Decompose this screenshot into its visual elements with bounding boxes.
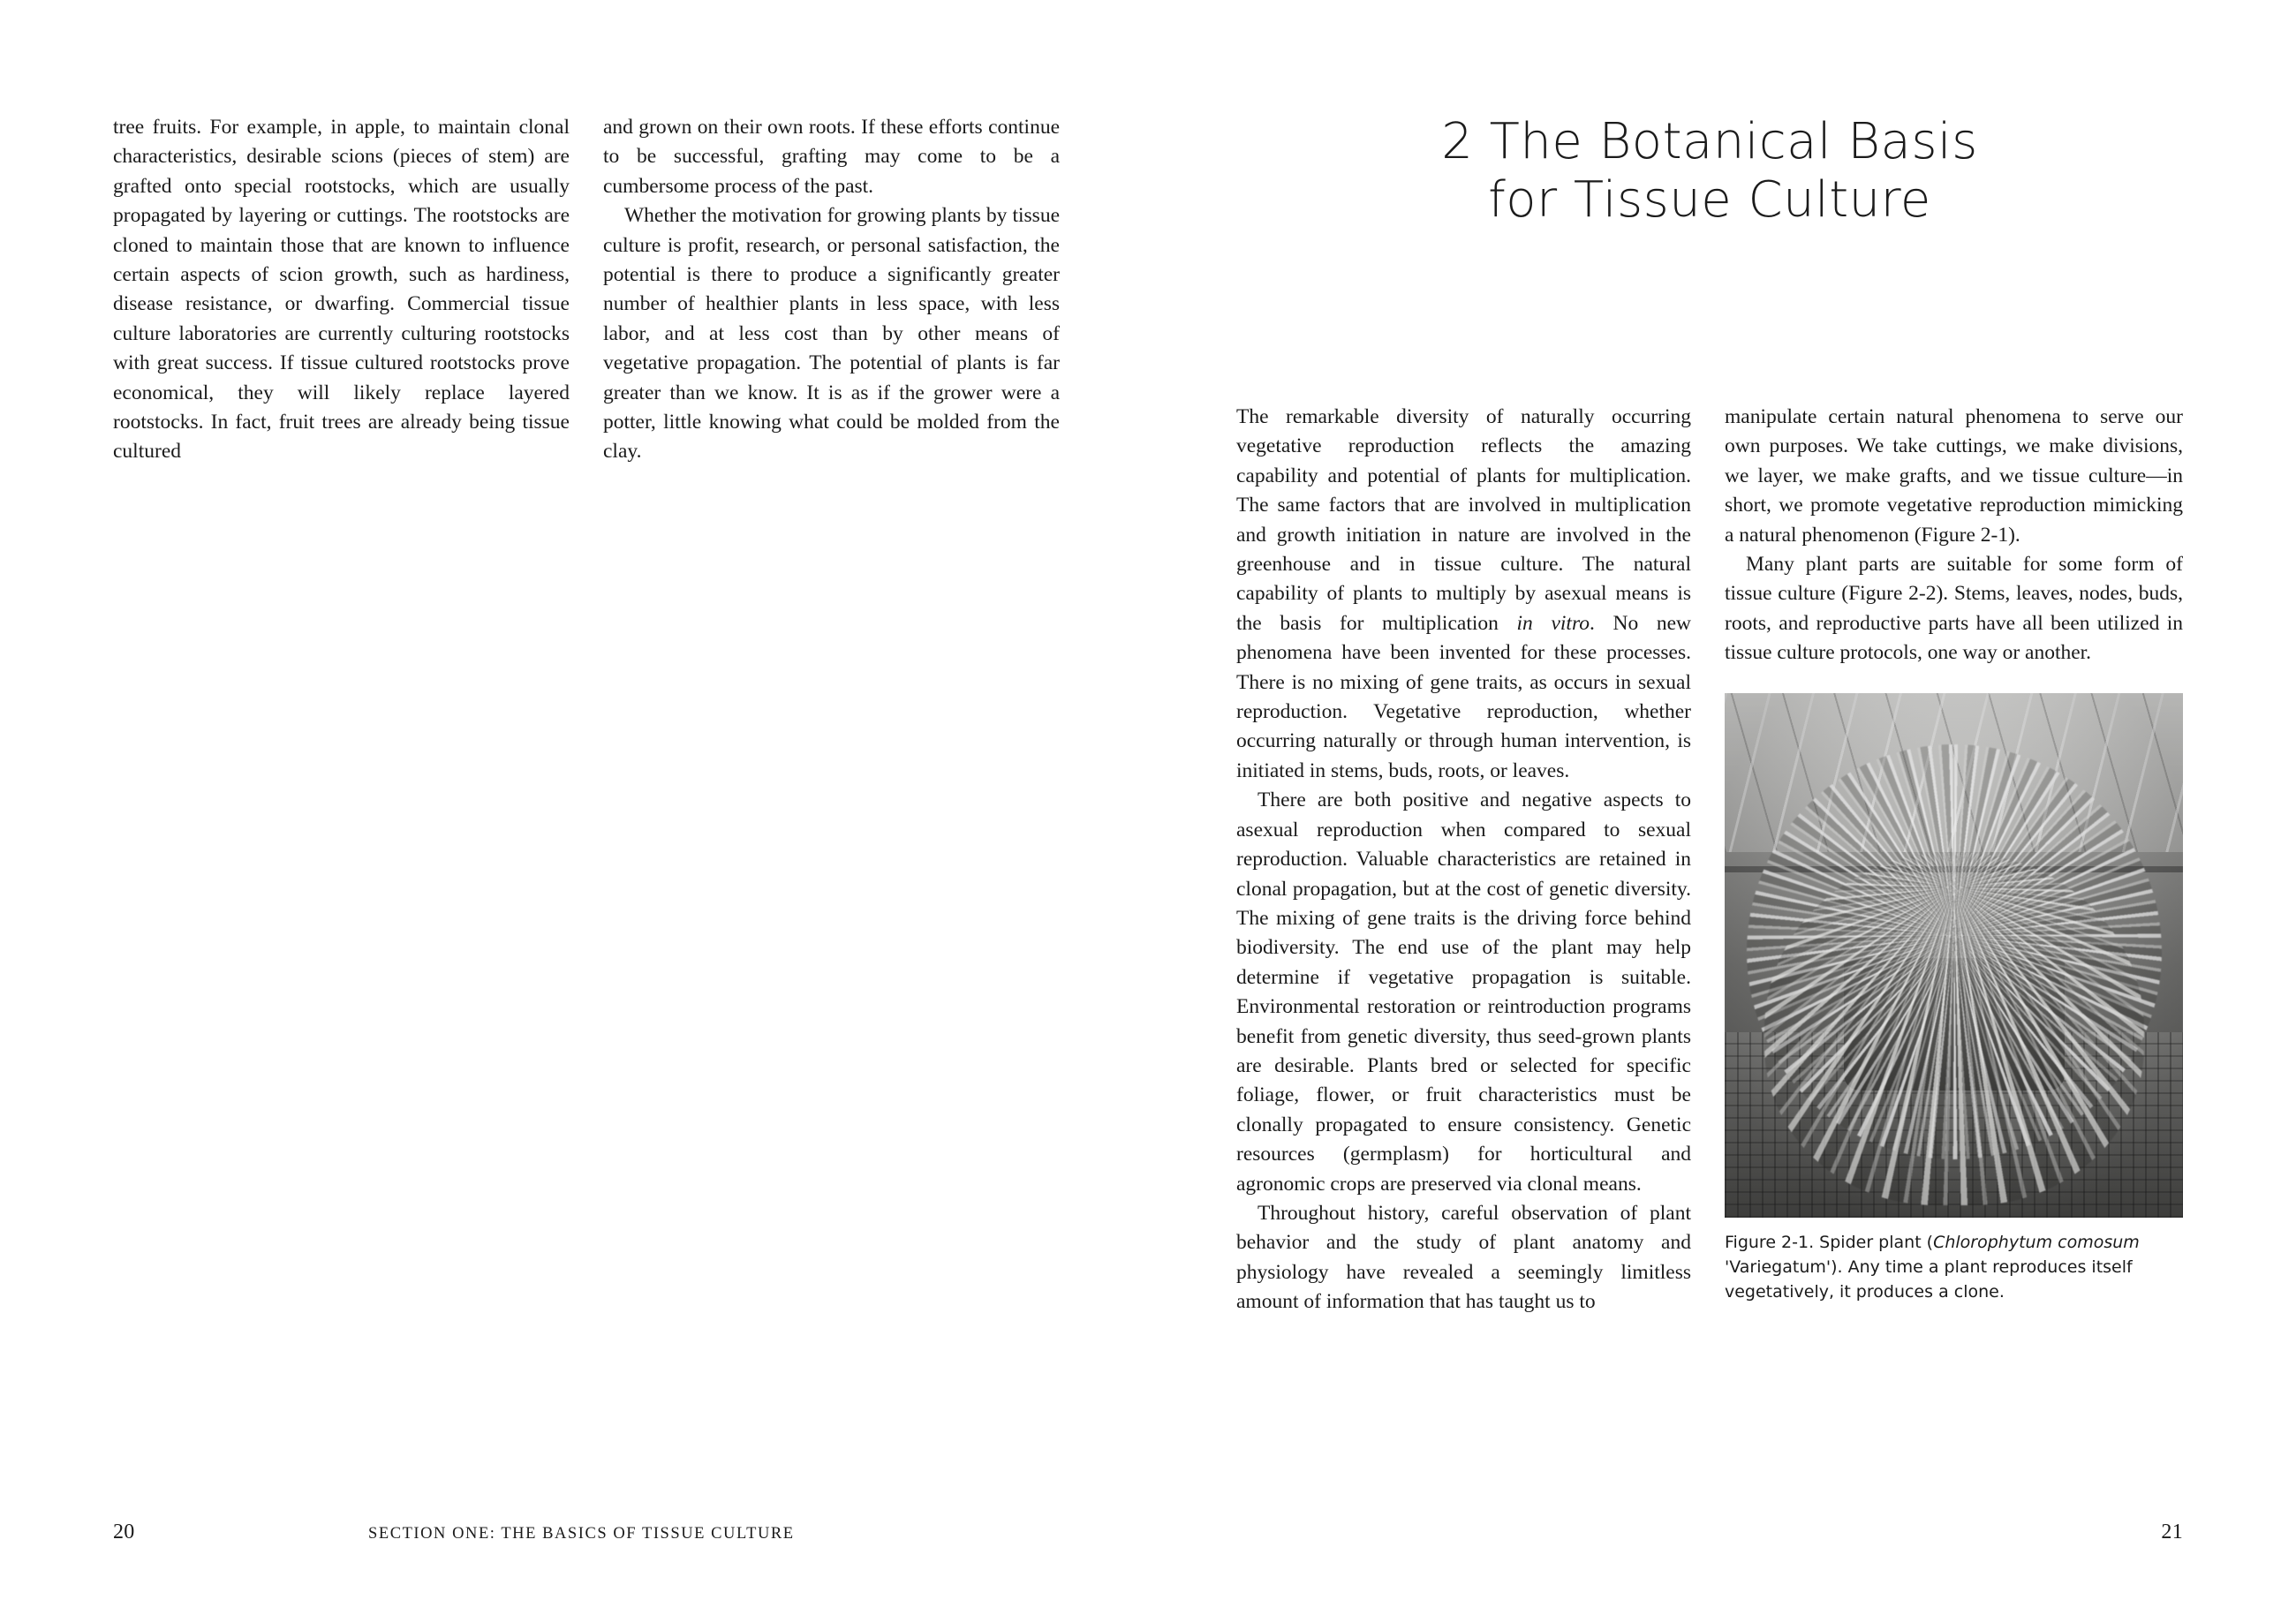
caption-species-name: Chlorophytum comosum bbox=[1933, 1232, 2140, 1252]
chapter-title-line-1: 2 The Botanical Basis bbox=[1441, 113, 1978, 170]
caption-prefix: Figure 2-1. Spider plant ( bbox=[1725, 1232, 1934, 1252]
paragraph: There are both positive and negative aspects to asexual reproduction when compared to sexual reproduction. Valuable characteristics are retained in clonal propagation, but at the cost of genetic diversity. The mixing of gene traits is the driving force behind biodiversity. The end use of the plant may help determine if vegetative propagation is suitable. Environmental restoration or reintroduction programs benefit from genetic diversity, thus seed-grown plants are desirable. Plants bred or selected for specific foliage, flower, or fruit characteristics must be clonally propagated to ensure consistency. Genetic resources (germplasm) for horticultural and agronomic crops are preserved via clonal means. bbox=[1236, 789, 1691, 1196]
caption-suffix: 'Variegatum'). Any time a plant reproduces itself vegetatively, it produces a clone. bbox=[1725, 1257, 2133, 1302]
chapter-title bbox=[1236, 0, 2183, 230]
paragraph: tree fruits. For example, in apple, to maintain clonal characteristics, desirable scions (pieces of stem) are grafted onto special rootstocks, which are usually propagated by layering or cuttings. The rootstocks are cloned to maintain those that are known to influence certain aspects of scion growth, such as hardiness, disease resistance, or dwarfing. Commercial tissue culture laboratories are currently culturing rootstocks with great success. If tissue cultured rootstocks prove economical, they will likely replace layered rootstocks. In fact, fruit trees are already being tissue cultured bbox=[113, 116, 570, 464]
right-page bbox=[1148, 0, 2296, 1615]
left-column-1 bbox=[113, 113, 570, 467]
left-page-columns bbox=[113, 113, 1060, 467]
paragraph: manipulate certain natural phenomena to serve our own purposes. We take cuttings, we make divisions, we layer, we make grafts, and we tissue culture—in short, we promote vegetative reproduction mimicking a natural phenomenon (Figure 2-1). bbox=[1725, 405, 2183, 547]
page-number-right: 21 bbox=[2161, 1521, 2183, 1543]
paragraph: Whether the motivation for growing plants by tissue culture is profit, research, or personal satisfaction, the potential is there to produce a significantly greater number of healthier plants in less space, with less labor, and at less cost than by other means of vegetative propagation. The potential of plants is far greater than we know. It is as if the grower were a potter, little knowing what could be molded from the clay. bbox=[603, 204, 1060, 464]
right-page-columns bbox=[1236, 403, 2183, 1317]
paragraph: and grown on their own roots. If these efforts continue to be successful, grafting may come to be a cumbersome process of the past. bbox=[603, 116, 1060, 198]
spider-plant-photo bbox=[1725, 693, 2183, 1218]
running-head: SECTION ONE: THE BASICS OF TISSUE CULTURE bbox=[368, 1525, 795, 1543]
figure-2-1 bbox=[1725, 693, 2183, 1304]
right-column-1 bbox=[1236, 403, 1691, 1317]
chapter-title-line-2: for Tissue Culture bbox=[1488, 171, 1931, 229]
left-column-2 bbox=[603, 113, 1060, 467]
figure-caption bbox=[1725, 1230, 2183, 1304]
paragraph: Many plant parts are suitable for some form of tissue culture (Figure 2-2). Stems, leaves, nodes, buds, roots, and reproductive parts have all been utilized in tissue culture protocols, one way or another. bbox=[1725, 553, 2183, 665]
right-column-2 bbox=[1725, 403, 2183, 1317]
paragraph: The remarkable diversity of naturally occurring vegetative reproduction reflects the amazing capability and potential of plants for multiplication. The same factors that are involved in multiplication and growth initiation in nature are involved in the greenhouse and in tissue culture. The natural capability of plants to multiply by asexual means is the basis for multiplication in vitro. No new phenomena have been invented for these processes. There is no mixing of gene traits, as occurs in sexual reproduction. Vegetative reproduction, whether occurring naturally or through human intervention, is initiated in stems, buds, roots, or leaves. bbox=[1236, 405, 1691, 782]
paragraph: Throughout history, careful observation of plant behavior and the study of plant anatomy and physiology have revealed a seemingly limitless amount of information that has taught us to bbox=[1236, 1201, 1691, 1314]
page-number-left: 20 bbox=[113, 1521, 135, 1543]
photo-vignette bbox=[1725, 693, 2183, 1218]
in-vitro-italic: in vitro bbox=[1516, 611, 1590, 635]
